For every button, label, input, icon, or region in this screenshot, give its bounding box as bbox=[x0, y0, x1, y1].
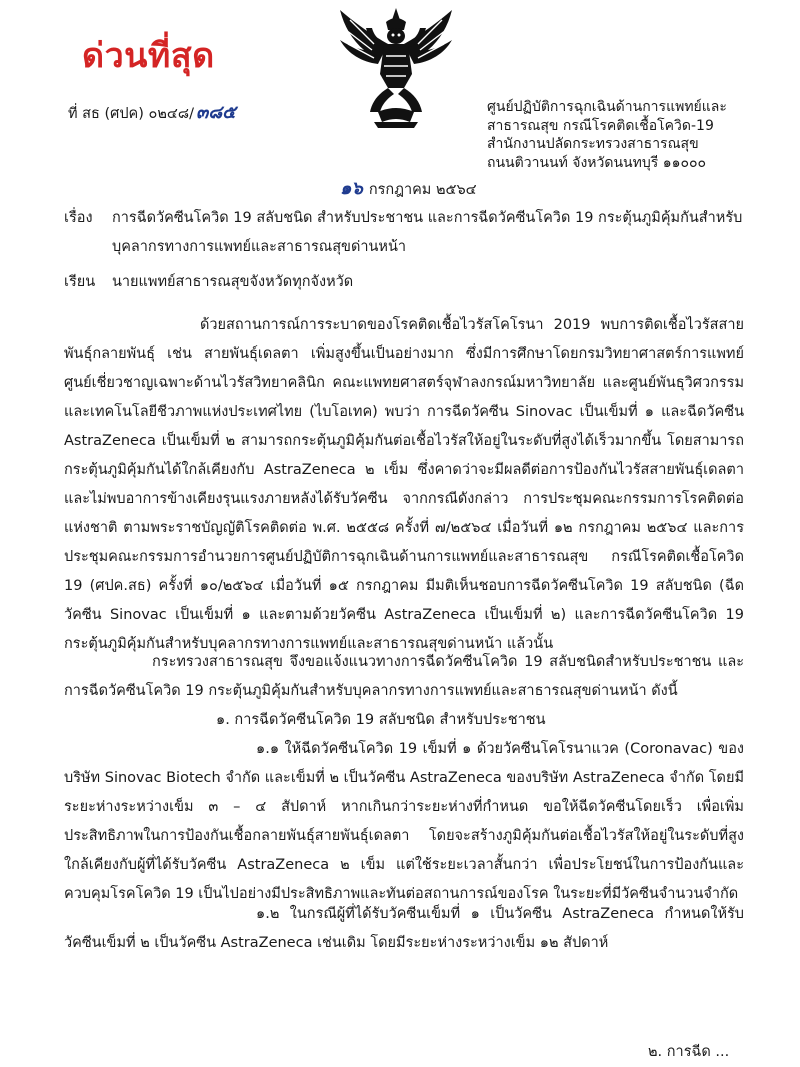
reference-prefix: ที่ สธ (ศปค) ๐๒๔๘/ bbox=[68, 106, 194, 122]
reference-number bbox=[68, 97, 236, 126]
body-paragraph-1-2: ๑.๒ ในกรณีผู้ที่ได้รับวัคซีนเข็มที่ ๑ เป็นวัคซีน AstraZeneca กำหนดให้รับวัคซีนเข็มที่ ๒ เป็นวัคซีน AstraZeneca เช่นเดิม โดยมีระยะห่างระหว่างเข็ม ๑๒ สัปดาห์ bbox=[64, 906, 744, 951]
reference-handwritten-number: ๓๘๕ bbox=[195, 102, 236, 123]
document-date bbox=[340, 173, 477, 202]
section-heading-1: ๑. การฉีดวัคซีนโควิด 19 สลับชนิด สำหรับประชาชน bbox=[216, 712, 546, 728]
sender-line: สาธารณสุข กรณีโรคติดเชื้อโควิด-19 bbox=[487, 117, 714, 134]
subject-line-1: การฉีดวัคซีนโควิด 19 สลับชนิด สำหรับประชาชน และการฉีดวัคซีนโควิด 19 กระตุ้นภูมิคุ้มกันสำหรับ bbox=[112, 210, 743, 226]
garuda-emblem-graphic bbox=[334, 4, 458, 132]
page-continuation: ๒. การฉีด ... bbox=[648, 1044, 730, 1060]
date-month-year: กรกฎาคม ๒๕๖๔ bbox=[368, 182, 477, 198]
body-paragraph-2: กระทรวงสาธารณสุข จึงขอแจ้งแนวทางการฉีดวัคซีนโควิด 19 สลับชนิดสำหรับประชาชน และการฉีดวัคซีนโควิด 19 กระตุ้นภูมิคุ้มกันสำหรับบุคลากรทางการแพทย์และสาธารณสุขด่านหน้า ดังนี้ bbox=[64, 654, 744, 699]
urgency-stamp: ด่วนที่สุด bbox=[82, 36, 215, 76]
subject-block bbox=[64, 204, 764, 262]
addressee-block bbox=[64, 270, 353, 293]
body-paragraph-1: ด้วยสถานการณ์การระบาดของโรคติดเชื้อไวรัสโคโรนา 2019 พบการติดเชื้อไวรัสสายพันธุ์กลายพันธุ์ เช่น สายพันธุ์เดลตา เพิ่มสูงขึ้นเป็นอย่างมาก ซึ่งมีการศึกษาโดยกรมวิทยาศาสตร์การแพทย์ ศูนย์เชี่ยวชาญเฉพาะด้านไวรัสวิทยาคลินิก คณะแพทยศาสตร์จุฬาลงกรณ์มหาวิทยาลัย และศูนย์พันธุวิศวกรรมและเทคโนโลยีชีวภาพแห่งประเทศไทย (ไบโอเทค) พบว่า การฉีดวัคซีน Sinovac เป็นเข็มที่ ๑ และฉีดวัคซีน AstraZeneca เป็นเข็มที่ ๒ สามารถกระตุ้นภูมิคุ้มกันต่อเชื้อไวรัสให้อยู่ในระดับที่สูงได้เร็วมากขึ้น โดยสามารถกระตุ้นภูมิคุ้มกันได้ใกล้เคียงกับ AstraZeneca ๒ เข็ม ซึ่งคาดว่าจะมีผลดีต่อการป้องกันไวรัสสายพันธุ์เดลตา และไม่พบอาการข้างเคียงรุนแรงภายหลังได้รับวัคซีน จากกรณีดังกล่าว การประชุมคณะกรรมการโรคติดต่อแห่งชาติ ตามพระราชบัญญัติโรคติดต่อ พ.ศ. ๒๕๕๘ ครั้งที่ ๗/๒๕๖๔ เมื่อวันที่ ๑๒ กรกฎาคม ๒๕๖๔ และการประชุมคณะกรรมการอำนวยการศูนย์ปฏิบัติการฉุกเฉินด้านการแพทย์และสาธารณสุข กรณีโรคติดเชื้อโควิด 19 (ศปค.สธ) ครั้งที่ ๑๐/๒๕๖๔ เมื่อวันที่ ๑๕ กรกฎาคม มีมติเห็นชอบการฉีดวัคซีนโควิด 19 สลับชนิด (ฉีดวัคซีน Sinovac เป็นเข็มที่ ๑ และตามด้วยวัคซีน AstraZeneca เป็นเข็มที่ ๒) และการฉีดวัคซีนโควิด 19 กระตุ้นภูมิคุ้มกันสำหรับบุคลากรทางการแพทย์และสาธารณสุขด่านหน้า แล้วนั้น bbox=[64, 317, 744, 652]
addressee-text: นายแพทย์สาธารณสุขจังหวัดทุกจังหวัด bbox=[112, 274, 354, 290]
body-paragraph-1-1: ๑.๑ ให้ฉีดวัคซีนโควิด 19 เข็มที่ ๑ ด้วยวัคซีนโคโรนาแวค (Coronavac) ของบริษัท Sinovac Biotech จำกัด และเข็มที่ ๒ เป็นวัคซีน AstraZeneca ของบริษัท AstraZeneca จำกัด โดยมีระยะห่างระหว่างเข็ม ๓ – ๔ สัปดาห์ หากเกินกว่าระยะห่างที่กำหนด ขอให้ฉีดวัคซีนโดยเร็ว เพื่อเพิ่มประสิทธิภาพในการป้องกันเชื้อกลายพันธุ์สายพันธุ์เดลตา โดยจะสร้างภูมิคุ้มกันต่อเชื้อไวรัสให้อยู่ในระดับที่สูงใกล้เคียงกับผู้ที่ได้รับวัคซีน AstraZeneca ๒ เข็ม แต่ใช้ระยะเวลาสั้นกว่า เพื่อประโยชน์ในการป้องกันและควบคุมโรคโควิด 19 เป็นไปอย่างมีประสิทธิภาพและทันต่อสถานการณ์ของโรค ในระยะที่มีวัคซีนจำนวนจำกัด bbox=[64, 741, 744, 902]
date-day-handwritten: ๑๖ bbox=[340, 178, 363, 199]
sender-line: ศูนย์ปฏิบัติการฉุกเฉินด้านการแพทย์และ bbox=[487, 99, 727, 115]
subject-line-2: บุคลากรทางการแพทย์และสาธารณสุขด่านหน้า bbox=[112, 239, 407, 255]
addressee-label: เรียน bbox=[64, 274, 96, 290]
subject-label: เรื่อง bbox=[64, 210, 93, 226]
sender-address bbox=[487, 98, 727, 172]
garuda-emblem-icon bbox=[334, 4, 458, 132]
sender-line: ถนนติวานนท์ จังหวัดนนทบุรี ๑๑๐๐๐ bbox=[487, 154, 707, 171]
sender-line: สำนักงานปลัดกระทรวงสาธารณสุข bbox=[487, 136, 699, 152]
